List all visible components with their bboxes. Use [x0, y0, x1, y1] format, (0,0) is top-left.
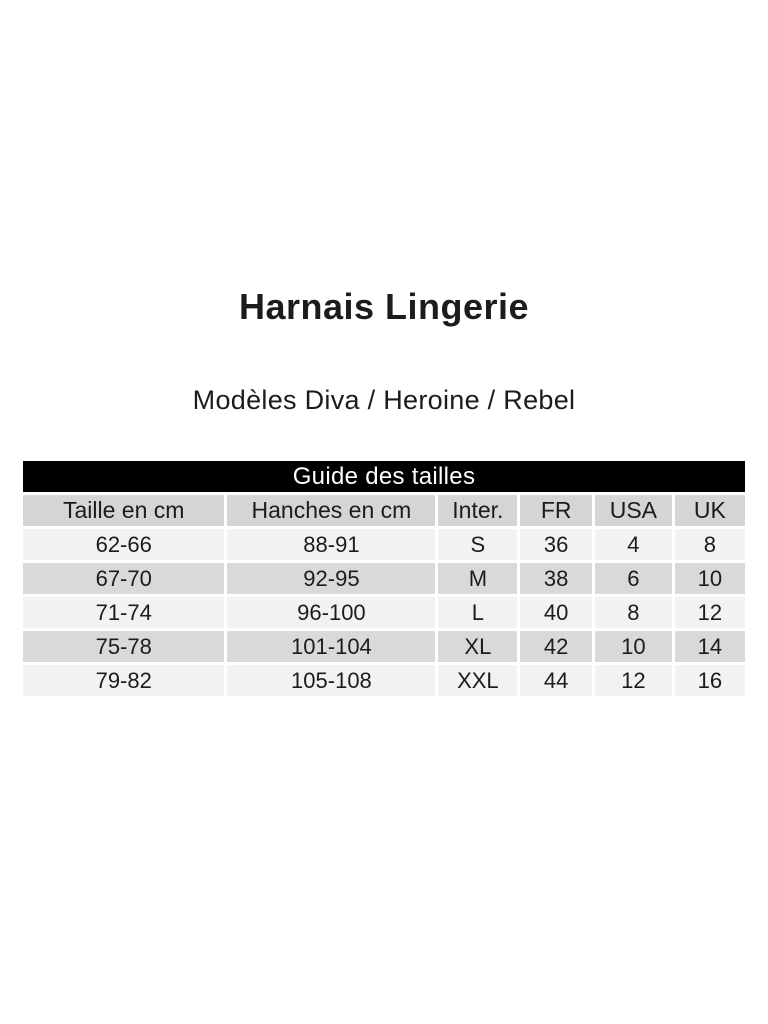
table-cell: 8: [673, 528, 746, 562]
column-header: Hanches en cm: [226, 494, 437, 528]
table-cell: XL: [437, 630, 519, 664]
column-header: Inter.: [437, 494, 519, 528]
table-cell: 101-104: [226, 630, 437, 664]
table-cell: 38: [519, 562, 594, 596]
table-cell: 75-78: [22, 630, 226, 664]
table-cell: 105-108: [226, 664, 437, 698]
table-cell: 8: [594, 596, 674, 630]
size-table: [20, 458, 748, 699]
table-row: [22, 596, 747, 630]
table-row: [22, 528, 747, 562]
table-cell: 62-66: [22, 528, 226, 562]
table-cell: 4: [594, 528, 674, 562]
size-guide-table: [20, 458, 748, 699]
table-cell: 67-70: [22, 562, 226, 596]
page-title: Harnais Lingerie: [238, 286, 530, 327]
column-header: UK: [673, 494, 746, 528]
table-cell: 96-100: [226, 596, 437, 630]
table-cell: 16: [673, 664, 746, 698]
table-row: [22, 664, 747, 698]
table-cell: 88-91: [226, 528, 437, 562]
table-cell: L: [437, 596, 519, 630]
table-cell: 92-95: [226, 562, 437, 596]
column-header: USA: [594, 494, 674, 528]
table-cell: 42: [519, 630, 594, 664]
table-cell: 36: [519, 528, 594, 562]
table-cell: 6: [594, 562, 674, 596]
table-cell: S: [437, 528, 519, 562]
table-cell: 14: [673, 630, 746, 664]
column-header: FR: [519, 494, 594, 528]
table-row: [22, 630, 747, 664]
table-cell: 12: [673, 596, 746, 630]
table-banner-title: Guide des tailles: [22, 460, 747, 494]
table-header-row: [22, 494, 747, 528]
table-cell: 40: [519, 596, 594, 630]
table-cell: 79-82: [22, 664, 226, 698]
table-cell: 10: [594, 630, 674, 664]
table-cell: 12: [594, 664, 674, 698]
table-cell: 10: [673, 562, 746, 596]
column-header: Taille en cm: [22, 494, 226, 528]
table-cell: XXL: [437, 664, 519, 698]
table-cell: 44: [519, 664, 594, 698]
table-cell: M: [437, 562, 519, 596]
table-row: [22, 562, 747, 596]
table-cell: 71-74: [22, 596, 226, 630]
table-banner-row: [22, 460, 747, 494]
page-subtitle: Modèles Diva / Heroine / Rebel: [192, 385, 576, 415]
